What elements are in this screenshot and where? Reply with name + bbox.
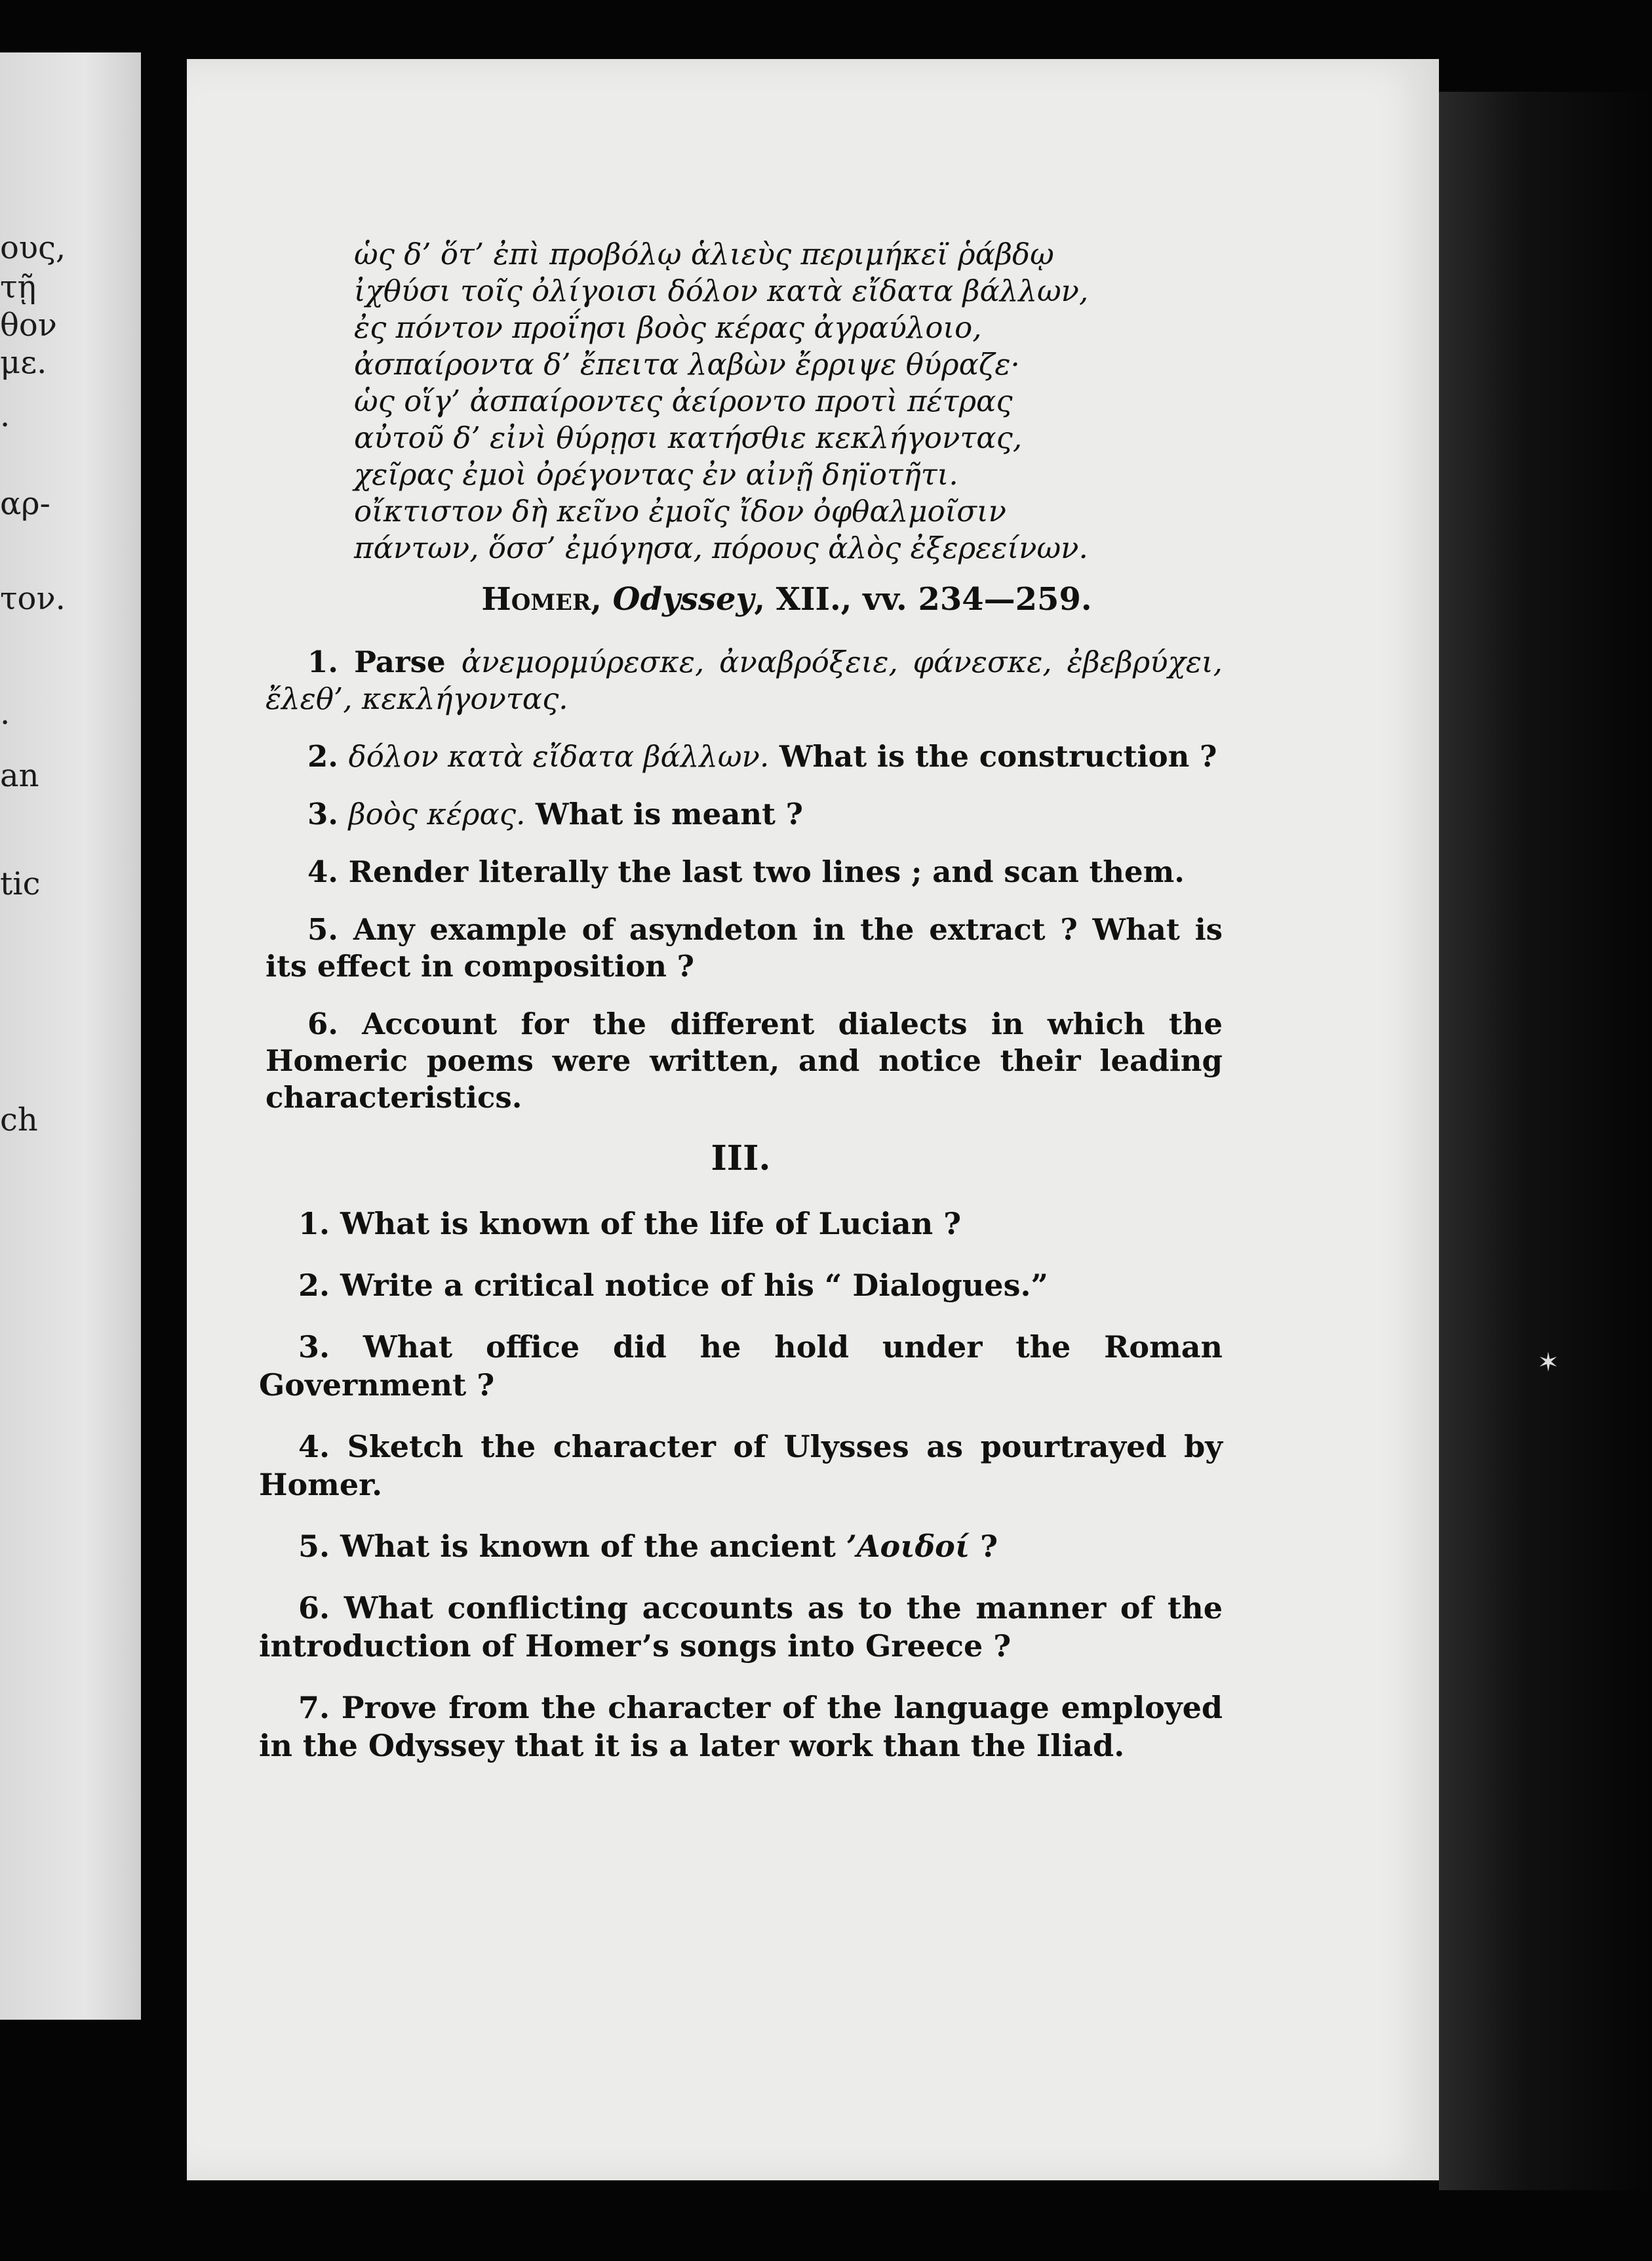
question-text-after: What is meant ?	[525, 797, 803, 831]
question-list-part1	[259, 644, 1223, 1116]
question-text: What conflicting accounts as to the manner of the introduction of Homer’s songs into Greece ?	[259, 1590, 1223, 1664]
question-list-part2	[259, 1205, 1223, 1765]
citation-work: Odyssey	[612, 581, 755, 618]
question-text: Account for the different dialects in which the Homeric poems were written, and notice their leading characteristics.	[266, 1007, 1223, 1115]
left-fragment: an	[0, 757, 39, 794]
left-fragment: τον.	[0, 580, 66, 617]
question-item	[259, 1328, 1223, 1404]
question-number: 5.	[298, 1529, 330, 1564]
question-item	[259, 1428, 1223, 1504]
question-text: Sketch the character of Ulysses as pourtrayed by Homer.	[259, 1429, 1223, 1502]
left-fragment: ch	[0, 1102, 38, 1138]
section-heading: III.	[711, 1138, 771, 1178]
left-fragment: tic	[0, 866, 41, 902]
question-number: 5.	[307, 912, 338, 947]
greek-line: χεῖρας ἐμοὶ ὀρέγοντας ἐν αἰνῇ δηϊοτῆτι.	[354, 457, 958, 492]
question-number: 7.	[298, 1690, 330, 1725]
left-fragment: ους,	[0, 230, 66, 266]
question-item	[259, 1205, 1223, 1243]
question-text: What is known of the life of Lucian ?	[340, 1206, 962, 1241]
question-item	[259, 1266, 1223, 1304]
question-number: 6.	[307, 1007, 338, 1041]
greek-passage	[354, 236, 1223, 567]
question-greek: ’Αοιδοί	[846, 1529, 970, 1564]
question-item	[259, 1527, 1223, 1565]
greek-line: ὡς δ’ ὅτ’ ἐπὶ προβόλῳ ἁλιεὺς περιμήκεϊ ῥάβδῳ	[354, 237, 1054, 271]
left-page-fragment	[0, 52, 141, 2020]
left-fragment: .	[0, 695, 10, 732]
greek-line: ἀσπαίροντα δ’ ἔπειτα λαβὼν ἔρριψε θύραζε·	[354, 347, 1020, 382]
greek-line: πάντων, ὅσσ’ ἐμόγησα, πόρους ἁλὸς ἐξερεείνων.	[354, 530, 1088, 565]
question-item	[266, 854, 1223, 890]
question-number: 4.	[298, 1429, 330, 1464]
question-text: Prove from the character of the language employed in the Odyssey that it is a later work than the Iliad.	[259, 1690, 1223, 1763]
question-text: Any example of asyndeton in the extract ? What is its effect in composition ?	[266, 912, 1223, 984]
question-number: 4.	[307, 854, 338, 889]
question-text: What office did he hold under the Roman Government ?	[259, 1329, 1223, 1403]
left-fragment: με.	[0, 344, 47, 381]
left-fragment: ·	[0, 407, 10, 443]
question-item	[266, 911, 1223, 985]
greek-line: οἴκτιστον δὴ κεῖνο ἐμοῖς ἴδον ὀφθαλμοῖσιν	[354, 494, 1006, 529]
question-text: Render literally the last two lines ; and scan them.	[348, 854, 1185, 889]
question-item	[266, 738, 1223, 775]
question-item	[266, 644, 1223, 717]
greek-line: ὡς οἵγ’ ἀσπαίροντες ἀείροντο προτὶ πέτρας	[354, 384, 1013, 418]
question-text: Write a critical notice of his “ Dialogues.”	[340, 1268, 1048, 1303]
dust-speck: ✶	[1537, 1348, 1560, 1378]
page-gutter-shadow	[1439, 92, 1652, 2190]
question-number: 3.	[307, 797, 338, 831]
left-fragment: τῇ	[0, 269, 37, 306]
question-greek: ἀνεμορμύρεσκε, ἀναβρόξειε, φάνεσκε, ἐβεβρύχει, ἔλεθ’, κεκλήγοντας.	[266, 645, 1223, 716]
greek-line: αὐτοῦ δ’ εἰνὶ θύρῃσι κατήσθιε κεκλήγοντας,	[354, 420, 1023, 455]
question-text: Parse	[354, 645, 462, 679]
question-item	[266, 796, 1223, 833]
question-item	[259, 1689, 1223, 1765]
question-item	[266, 1006, 1223, 1116]
page-content	[259, 236, 1223, 1788]
question-greek: δόλον κατὰ εἴδατα βάλλων.	[348, 739, 770, 774]
question-number: 6.	[298, 1590, 330, 1626]
question-text-after: What is the construction ?	[769, 739, 1217, 774]
passage-citation: Homer, Odyssey, XII., vv. 234—259.	[481, 581, 1092, 618]
question-number: 1.	[307, 645, 338, 679]
question-text: What is known of the ancient	[340, 1529, 846, 1564]
question-number: 3.	[298, 1329, 330, 1365]
greek-line: ἰχθύσι τοῖς ὀλίγοισι δόλον κατὰ εἴδατα βάλλων,	[354, 273, 1089, 308]
left-fragment: θον	[0, 307, 57, 344]
question-number: 2.	[307, 739, 338, 774]
question-item	[259, 1589, 1223, 1665]
citation-ref: , XII., vv. 234—259.	[754, 581, 1092, 618]
question-greek: βοὸς κέρας.	[348, 797, 526, 831]
question-number: 2.	[298, 1268, 330, 1303]
question-text-after: ?	[970, 1529, 998, 1564]
greek-line: ἐς πόντον προΐησι βοὸς κέρας ἀγραύλοιο,	[354, 310, 982, 345]
left-fragment: αρ-	[0, 485, 50, 522]
citation-author: Homer	[481, 581, 591, 618]
question-number: 1.	[298, 1206, 330, 1241]
